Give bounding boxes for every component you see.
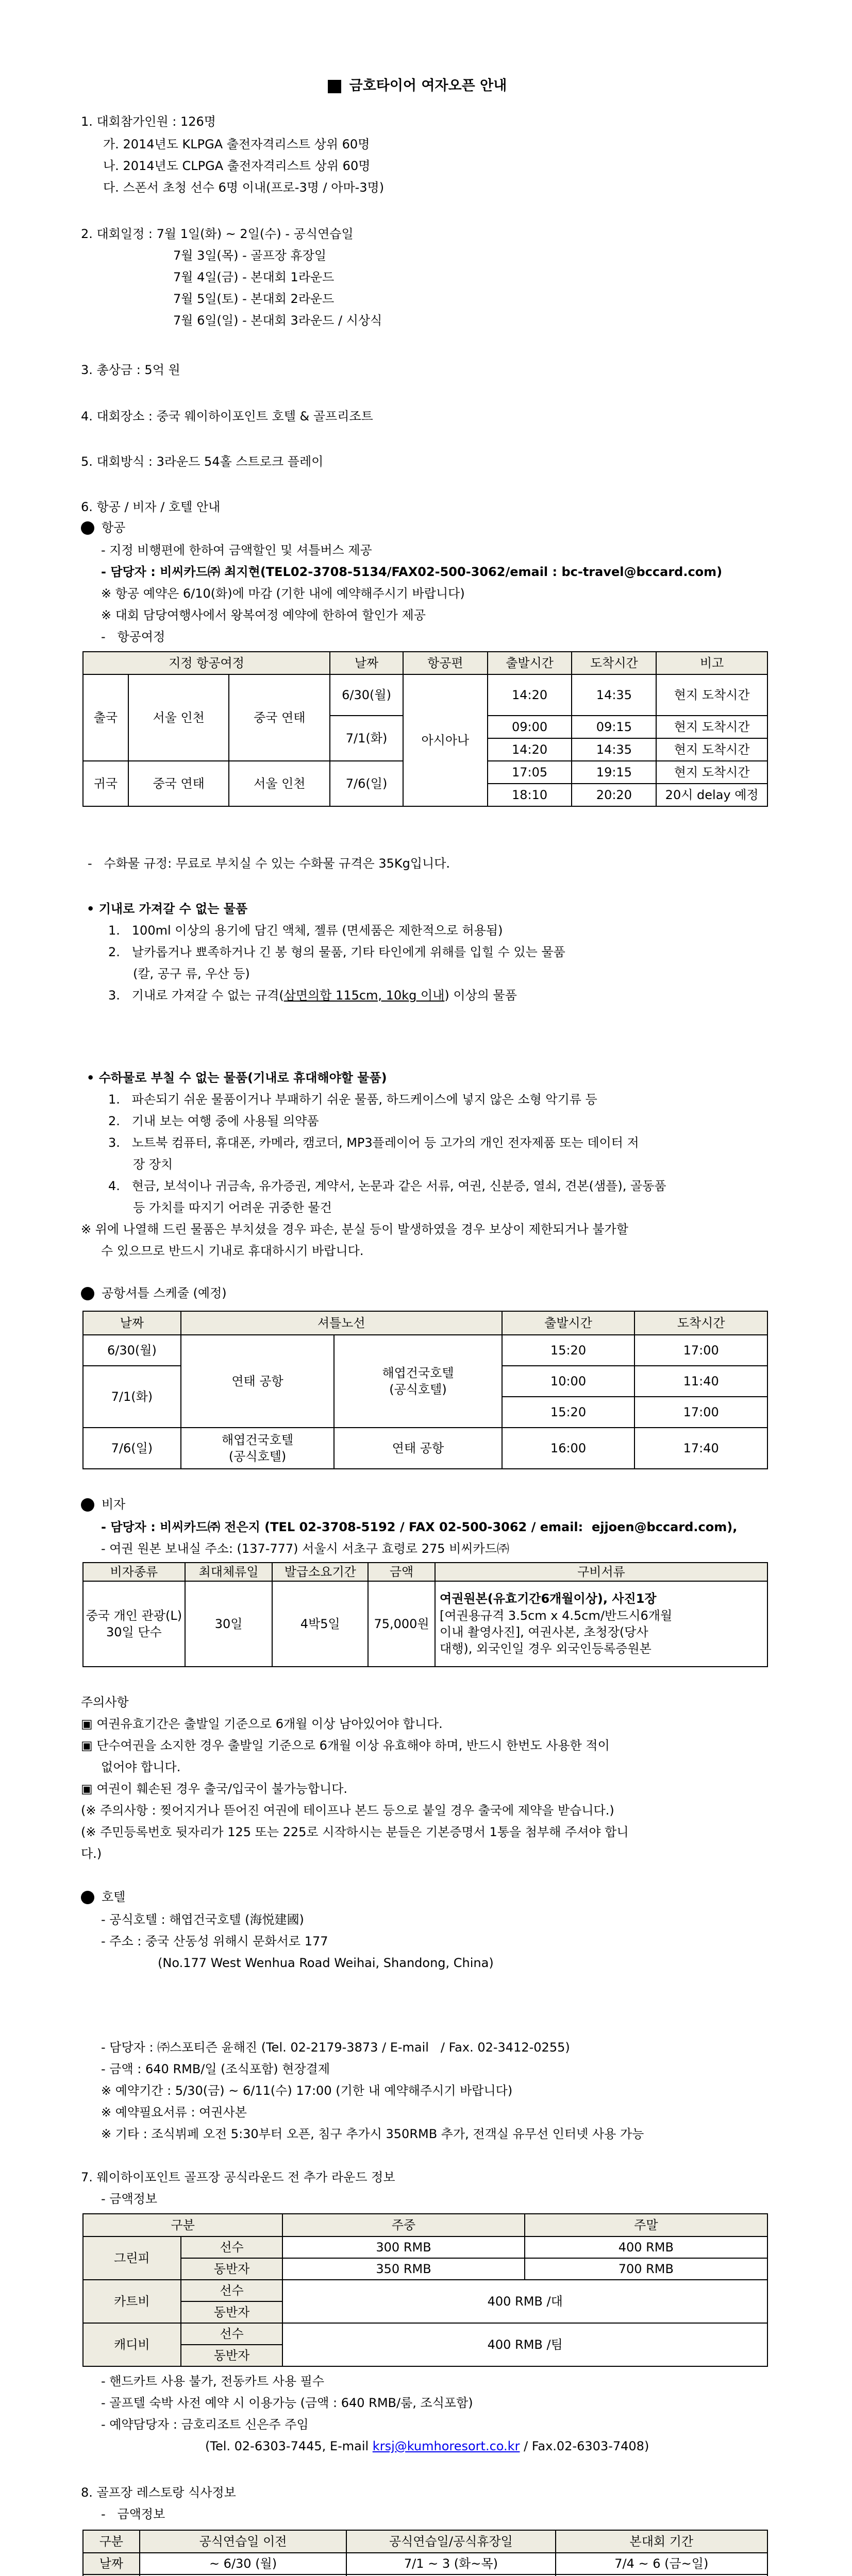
shuttle-date: 7/1(화) — [83, 1366, 181, 1428]
flight-cell: 20시 delay 예정 — [656, 784, 767, 806]
flight-origin: 서울 인천 — [128, 674, 229, 761]
section-1-item-a: 가. 2014년도 KLPGA 출전자격리스트 상위 60명 — [103, 137, 370, 151]
section-2-heading: 2. 대회일정 : 7월 1일(화) ~ 2일(수) - 공식연습일 — [81, 227, 354, 241]
flight-cell: 현지 도착시간 — [656, 761, 767, 784]
bullet-icon — [81, 1498, 94, 1512]
golf-cell: 400 RMB — [525, 2236, 767, 2258]
flight-header: 날짜 — [330, 652, 403, 674]
golf-cell: 350 RMB — [282, 2258, 524, 2280]
golf-header: 주말 — [525, 2214, 767, 2236]
section-8-sub: - 금액정보 — [101, 2507, 165, 2521]
meal-cell: 7/1 ~ 3 (화~목) — [346, 2553, 555, 2574]
section-7-heading: 7. 웨이하이포인트 골프장 공식라운드 전 추가 라운드 정보 — [81, 2170, 395, 2184]
shuttle-cell: 15:20 — [502, 1335, 635, 1366]
player-label: 선수 — [181, 2323, 283, 2345]
meal-header: 구분 — [83, 2530, 140, 2553]
flight-cell: 14:20 — [488, 738, 572, 761]
flight-cell: 14:35 — [572, 674, 656, 716]
golf-contact: (Tel. 02-6303-7445, E-mail krsj@kumhoresort.co.kr / Fax.02-6303-7408) — [205, 2439, 649, 2453]
visa-header: 발급소요기간 — [272, 1563, 368, 1581]
carry-on-heading: • 기내로 가져갈 수 없는 물품 — [87, 902, 248, 916]
shuttle-from: 연태 공항 — [181, 1335, 334, 1428]
shuttle-header: 도착시간 — [634, 1311, 767, 1335]
flight-cell: 현지 도착시간 — [656, 716, 767, 738]
shuttle-cell: 17:40 — [634, 1428, 767, 1469]
flight-date: 7/6(일) — [330, 761, 403, 806]
shuttle-cell: 11:40 — [634, 1366, 767, 1397]
flight-date: 7/1(화) — [330, 716, 403, 761]
checkin-item: 1. 파손되기 쉬운 물품이거나 부패하기 쉬운 물품, 하드케이스에 넣지 않은 소형 악기류 등 — [108, 1092, 597, 1107]
shuttle-table — [82, 1311, 768, 1469]
flight-cell: 14:20 — [488, 674, 572, 716]
hotel-line: - 공식호텔 : 해엽건국호텔 (海悦建國) — [101, 1912, 304, 1927]
visa-heading: 비자 — [81, 1498, 125, 1512]
bullet-icon — [81, 1891, 94, 1904]
visa-header: 금액 — [368, 1563, 435, 1581]
player-label: 선수 — [181, 2280, 283, 2301]
air-note: ※ 대회 담당여행사에서 왕복여정 예약에 한하여 할인가 제공 — [101, 608, 426, 622]
carry-on-item: 2. 날카롭거나 뾰족하거나 긴 봉 형의 물품, 기타 타인에게 위해를 입힐 수 있는 물품 — [108, 945, 565, 959]
checkin-item: 2. 기내 보는 여행 중에 사용될 의약품 — [108, 1114, 319, 1128]
checkin-note: ※ 위에 나열해 드린 물품은 부치셨을 경우 파손, 분실 등이 발생하였을 경우 보상이 제한되거나 불가할 — [81, 1222, 628, 1236]
notes-heading: 주의사항 — [81, 1695, 129, 1709]
shuttle-header: 날짜 — [83, 1311, 181, 1335]
checkin-item: 장 장치 — [133, 1157, 173, 1172]
flight-cell: 09:15 — [572, 716, 656, 738]
air-line: - 지정 비행편에 한하여 금액할인 및 셔틀버스 제공 — [101, 543, 372, 557]
visa-type: 중국 개인 관광(L) 30일 단수 — [83, 1581, 185, 1667]
visa-header: 최대체류일 — [185, 1563, 273, 1581]
flight-direction: 귀국 — [83, 761, 128, 806]
golf-header: 구분 — [83, 2214, 282, 2236]
shuttle-heading: 공항셔틀 스케줄 (예정) — [81, 1287, 227, 1300]
flight-cell: 현지 도착시간 — [656, 674, 767, 716]
note-item: 없어야 합니다. — [101, 1760, 181, 1774]
meal-table — [82, 2530, 768, 2576]
section-7-sub: - 금액정보 — [101, 2192, 158, 2206]
baggage-rule: - 수화물 규정: 무료로 부치실 수 있는 수화물 규격은 35Kg입니다. — [88, 856, 450, 871]
visa-stay: 30일 — [185, 1581, 273, 1667]
flight-origin: 중국 연태 — [128, 761, 229, 806]
caddie-fee-label: 캐디비 — [83, 2323, 181, 2366]
air-heading: 항공 — [81, 521, 125, 535]
section-1-item-b: 나. 2014년도 CLPGA 출전자격리스트 상위 60명 — [103, 159, 371, 173]
checkin-item: 4. 현금, 보석이나 귀금속, 유가증권, 계약서, 논문과 같은 서류, 여권, 신분증, 열쇠, 견본(샘플), 골동품 — [108, 1179, 666, 1193]
companion-label: 동반자 — [181, 2345, 283, 2366]
square-bullet-icon — [328, 80, 341, 93]
companion-label: 동반자 — [181, 2301, 283, 2323]
meal-date-label: 날짜 — [83, 2553, 140, 2574]
caddie-fee: 400 RMB /팀 — [282, 2323, 767, 2366]
visa-documents: 여권원본(유효기간6개월이상), 사진1장 [여권용규격 3.5cm x 4.5cm/반드시6개월 이내 촬영사진], 여권사본, 초청장(당사 대행), 외국인일 경우 외국인등록증원본 — [435, 1581, 767, 1667]
flight-cell: 17:05 — [488, 761, 572, 784]
hotel-line: ※ 예약필요서류 : 여권사본 — [101, 2105, 247, 2120]
section-6-heading: 6. 항공 / 비자 / 호텔 안내 — [81, 500, 221, 514]
shuttle-from: 해엽건국호텔 (공식호텔) — [181, 1428, 334, 1469]
section-8-heading: 8. 골프장 레스토랑 식사정보 — [81, 2485, 236, 2500]
checkin-heading: • 수하물로 부칠 수 없는 물품(기내로 휴대해야할 물품) — [87, 1071, 387, 1085]
golf-cell: 300 RMB — [282, 2236, 524, 2258]
shuttle-cell: 17:00 — [634, 1335, 767, 1366]
shuttle-cell: 16:00 — [502, 1428, 635, 1469]
golf-header: 주중 — [282, 2214, 524, 2236]
note-item: (※ 주민등록번호 뒷자리가 125 또는 225로 시작하시는 분들은 기본증명서 1통을 첨부해 주셔야 합니 — [81, 1825, 629, 1839]
meal-header: 공식연습일 이전 — [140, 2530, 346, 2553]
title-text: 금호타이어 여자오픈 안내 — [349, 78, 507, 94]
golf-fee-table — [82, 2213, 768, 2367]
hotel-line: ※ 기타 : 조식뷔페 오전 5:30부터 오픈, 침구 추가시 350RMB 추가, 전객실 유무선 인터넷 사용 가능 — [101, 2127, 644, 2141]
meal-header: 공식연습일/공식휴장일 — [346, 2530, 555, 2553]
shuttle-header: 셔틀노선 — [181, 1311, 502, 1335]
visa-table — [82, 1562, 768, 1667]
shuttle-to: 연태 공항 — [334, 1428, 502, 1469]
golf-note: - 예약담당자 : 금호리조트 신은주 주임 — [101, 2417, 309, 2432]
section-1-heading: 1. 대회참가인원 : 126명 — [81, 114, 216, 129]
carry-on-item: 1. 100ml 이상의 용기에 담긴 액체, 젤류 (면세품은 제한적으로 허용됨) — [108, 923, 503, 938]
visa-period: 4박5일 — [272, 1581, 368, 1667]
section-5-format: 5. 대회방식 : 3라운드 54홀 스트로크 플레이 — [81, 454, 324, 469]
hotel-line: - 금액 : 640 RMB/일 (조식포함) 현장결제 — [101, 2062, 330, 2076]
shuttle-header: 출발시간 — [502, 1311, 635, 1335]
schedule-line: 7월 6일(일) - 본대회 3라운드 / 시상식 — [173, 313, 382, 328]
schedule-line: 7월 5일(토) - 본대회 2라운드 — [173, 292, 335, 306]
flight-header: 항공편 — [403, 652, 488, 674]
hotel-line: - 담당자 : ㈜스포티즌 윤해진 (Tel. 02-2179-3873 / E-mail / Fax. 02-3412-0255) — [101, 2040, 570, 2055]
visa-price: 75,000원 — [368, 1581, 435, 1667]
schedule-line: 7월 3일(목) - 골프장 휴장일 — [173, 248, 327, 263]
visa-header: 비자종류 — [83, 1563, 185, 1581]
bullet-icon — [81, 521, 94, 535]
note-item: ▣ 단수여권을 소지한 경우 출발일 기준으로 6개월 이상 유효해야 하며, 반드시 한번도 사용한 적이 — [81, 1738, 610, 1753]
note-item: (※ 주의사항 : 찢어지거나 뜯어진 여권에 테이프나 본드 등으로 붙일 경우 출국에 제약을 받습니다.) — [81, 1803, 614, 1818]
hotel-line: (No.177 West Wenhua Road Weihai, Shandong, China) — [158, 1956, 494, 1970]
flight-header: 지정 항공여정 — [83, 652, 330, 674]
carry-on-item: (칼, 공구 류, 우산 등) — [133, 967, 250, 981]
player-label: 선수 — [181, 2236, 283, 2258]
flight-header: 출발시간 — [488, 652, 572, 674]
schedule-line: 7월 4일(금) - 본대회 1라운드 — [173, 270, 335, 284]
shuttle-cell: 17:00 — [634, 1397, 767, 1428]
carry-on-item: 3. 기내로 가져갈 수 없는 규격(삼면의합 115cm, 10kg 이내) 이상의 물품 — [108, 988, 517, 1003]
note-item: ▣ 여권유효기간은 출발일 기준으로 6개월 이상 남아있어야 합니다. — [81, 1717, 443, 1731]
shuttle-to: 해엽건국호텔 (공식호텔) — [334, 1335, 502, 1428]
flight-cell: 09:00 — [488, 716, 572, 738]
air-note: ※ 항공 예약은 6/10(화)에 마감 (기한 내에 예약해주시기 바랍니다) — [101, 586, 465, 601]
cart-fee: 400 RMB /대 — [282, 2280, 767, 2323]
meal-cell: 7/4 ~ 6 (금~일) — [556, 2553, 767, 2574]
email-link[interactable]: krsj@kumhoresort.co.kr — [372, 2439, 520, 2453]
hotel-line: ※ 예약기간 : 5/30(금) ~ 6/11(수) 17:00 (기한 내 예약해주시기 바랍니다) — [101, 2083, 513, 2098]
companion-label: 동반자 — [181, 2258, 283, 2280]
shuttle-cell: 10:00 — [502, 1366, 635, 1397]
green-fee-label: 그린피 — [83, 2236, 181, 2280]
note-item: 다.) — [81, 1846, 102, 1861]
note-item: ▣ 여권이 훼손된 경우 출국/입국이 불가능합니다. — [81, 1782, 348, 1796]
meal-header: 본대회 기간 — [556, 2530, 767, 2553]
section-1-item-c: 다. 스폰서 초청 선수 6명 이내(프로-3명 / 아마-3명) — [103, 180, 385, 195]
flight-cell: 현지 도착시간 — [656, 738, 767, 761]
meal-cell: ~ 6/30 (월) — [140, 2553, 346, 2574]
page-title — [308, 65, 507, 107]
golf-cell: 700 RMB — [525, 2258, 767, 2280]
flight-direction: 출국 — [83, 674, 128, 761]
bullet-icon — [81, 1287, 94, 1300]
flight-header: 도착시간 — [572, 652, 656, 674]
flight-date: 6/30(월) — [330, 674, 403, 716]
flight-header: 비고 — [656, 652, 767, 674]
section-3-prize: 3. 총상금 : 5억 원 — [81, 363, 180, 377]
flight-cell: 20:20 — [572, 784, 656, 806]
flight-carrier: 아시아나 — [403, 674, 488, 806]
flight-destination: 중국 연태 — [229, 674, 330, 761]
visa-contact: - 담당자 : 비씨카드㈜ 전은지 (TEL 02-3708-5192 / FAX 02-500-3062 / email: ejjoen@bccard.com), — [101, 1520, 738, 1534]
checkin-item: 등 가치를 따지기 어려운 귀중한 물건 — [133, 1200, 332, 1215]
hotel-line: - 주소 : 중국 산동성 위해시 문화서로 177 — [101, 1934, 328, 1948]
section-4-venue: 4. 대회장소 : 중국 웨이하이포인트 호텔 & 골프리조트 — [81, 409, 373, 423]
air-contact: - 담당자 : 비씨카드㈜ 최지현(TEL02-3708-5134/FAX02-500-3062/email : bc-travel@bccard.com) — [101, 565, 723, 579]
golf-note: - 핸드카트 사용 불가, 전동카트 사용 필수 — [101, 2374, 325, 2388]
cart-fee-label: 카트비 — [83, 2280, 181, 2323]
flight-cell: 14:35 — [572, 738, 656, 761]
hotel-heading: 호텔 — [81, 1891, 125, 1904]
flight-destination: 서울 인천 — [229, 761, 330, 806]
visa-address: - 여권 원본 보내실 주소: (137-777) 서울시 서초구 효령로 275 비씨카드㈜ — [101, 1541, 509, 1556]
checkin-note: 수 있으므로 반드시 기내로 휴대하시기 바랍니다. — [101, 1244, 364, 1258]
golf-note: - 골프텔 숙박 사전 예약 시 이용가능 (금액 : 640 RMB/룸, 조식포함) — [101, 2396, 473, 2410]
visa-header: 구비서류 — [435, 1563, 767, 1581]
flight-cell: 18:10 — [488, 784, 572, 806]
shuttle-date: 7/6(일) — [83, 1428, 181, 1469]
checkin-item: 3. 노트북 컴퓨터, 휴대폰, 카메라, 캠코더, MP3플레이어 등 고가의 개인 전자제품 또는 데이터 저 — [108, 1136, 639, 1150]
shuttle-date: 6/30(월) — [83, 1335, 181, 1366]
flight-cell: 19:15 — [572, 761, 656, 784]
air-itinerary-label: - 항공여정 — [101, 630, 165, 644]
shuttle-cell: 15:20 — [502, 1397, 635, 1428]
flight-table — [82, 651, 768, 807]
